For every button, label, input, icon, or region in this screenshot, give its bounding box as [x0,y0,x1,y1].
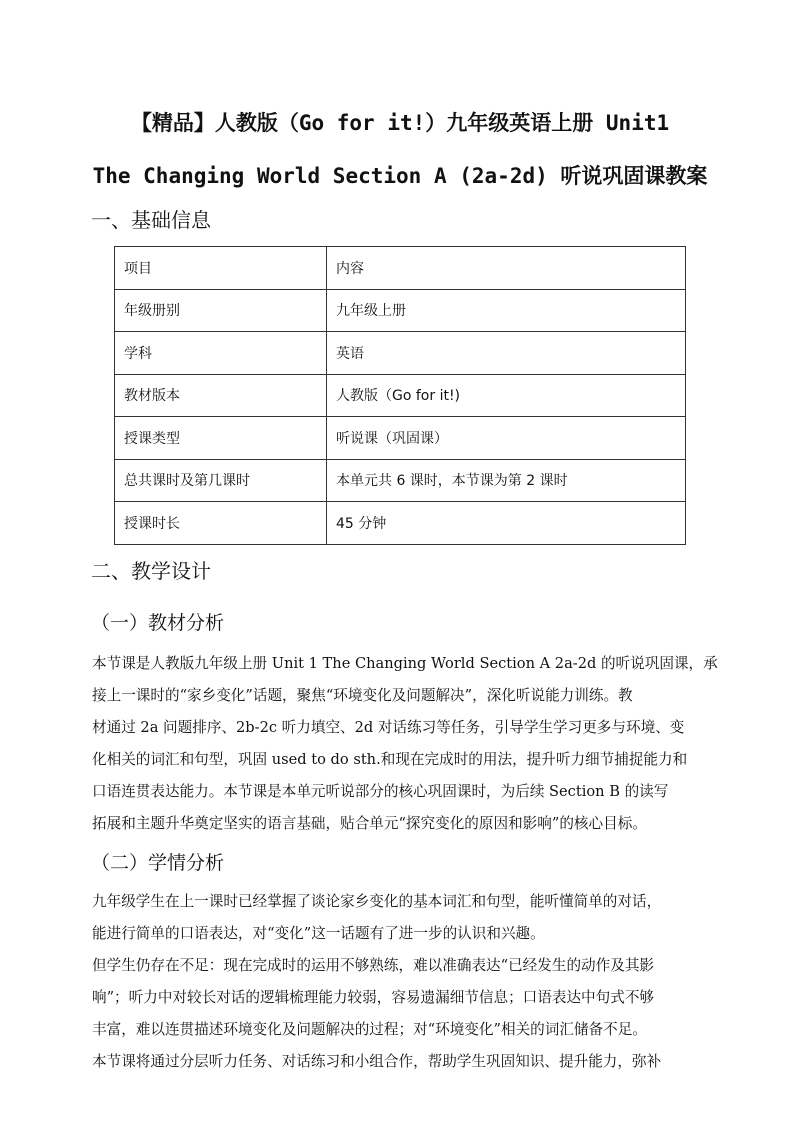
table-cell-value: 九年级上册 [327,289,686,332]
table-cell-label: 年级册别 [115,289,327,332]
table-row [115,417,686,460]
paragraph-line: 本节课将通过分层听力任务、对话练习和小组合作，帮助学生巩固知识、提升能力，弥补 [92,1053,662,1070]
section-heading-basic-info: 一、基础信息 [91,208,211,232]
paragraph-line: 九年级学生在上一课时已经掌握了谈论家乡变化的基本词汇和句型，能听懂简单的对话， [92,893,662,910]
basic-info-table [114,246,686,545]
table-cell-label: 教材版本 [115,374,327,417]
table-cell-value: 英语 [327,332,686,375]
table-row [115,289,686,332]
learner-analysis-paragraph [92,886,710,1078]
table-cell-value: 人教版（Go for it!) [327,374,686,417]
paragraph-line: 丰富，难以连贯描述环境变化及问题解决的过程；对“环境变化”相关的词汇储备不足。 [92,1021,647,1038]
table-cell-value: 内容 [327,247,686,290]
paragraph-line: 化相关的词汇和句型，巩固 used to do sth.和现在完成时的用法，提升听力细节捕捉能力和 [92,751,688,768]
table-cell-label: 总共课时及第几课时 [115,459,327,502]
subheading-textbook-analysis: （一）教材分析 [91,612,225,634]
table-cell-value: 听说课（巩固课） [327,417,686,460]
document-title-line-2: The Changing World Section A (2a-2d) 听说巩固课教案 [92,164,708,188]
table-cell-label: 项目 [115,247,327,290]
table-cell-value: 45 分钟 [327,502,686,545]
subheading-learner-analysis: （二）学情分析 [91,852,225,874]
paragraph-line: 本节课是人教版九年级上册 Unit 1 The Changing World Section A 2a-2d 的听说巩固课，承 [92,655,718,672]
table-row [115,247,686,290]
paragraph-line: 拓展和主题升华奠定坚实的语言基础，贴合单元“探究变化的原因和影响”的核心目标。 [92,815,647,832]
document-title-line-1: 【精品】人教版（Go for it!）九年级英语上册 Unit1 [130,111,670,135]
paragraph-line: 口语连贯表达能力。本节课是本单元听说部分的核心巩固课时，为后续 Section B 的读写 [92,783,669,800]
section-heading-teaching-design: 二、教学设计 [91,559,211,583]
textbook-analysis-paragraph [92,648,718,840]
table-row [115,459,686,502]
paragraph-line: 响”；听力中对较长对话的逻辑梳理能力较弱，容易遗漏细节信息；口语表达中句式不够 [92,989,655,1006]
table-cell-label: 授课时长 [115,502,327,545]
paragraph-line: 但学生仍存在不足：现在完成时的运用不够熟练，难以准确表达“已经发生的动作及其影 [92,957,655,974]
paragraph-line: 能进行简单的口语表达，对“变化”这一话题有了进一步的认识和兴趣。 [92,925,545,942]
table-cell-label: 学科 [115,332,327,375]
table-cell-label: 授课类型 [115,417,327,460]
table-row [115,332,686,375]
paragraph-line: 材通过 2a 问题排序、2b-2c 听力填空、2d 对话练习等任务，引导学生学习更多与环境、变 [92,719,685,736]
paragraph-line: 接上一课时的“家乡变化”话题，聚焦“环境变化及问题解决”，深化听说能力训练。教 [92,687,633,704]
table-cell-value: 本单元共 6 课时，本节课为第 2 课时 [327,459,686,502]
table-row [115,502,686,545]
table-row [115,374,686,417]
